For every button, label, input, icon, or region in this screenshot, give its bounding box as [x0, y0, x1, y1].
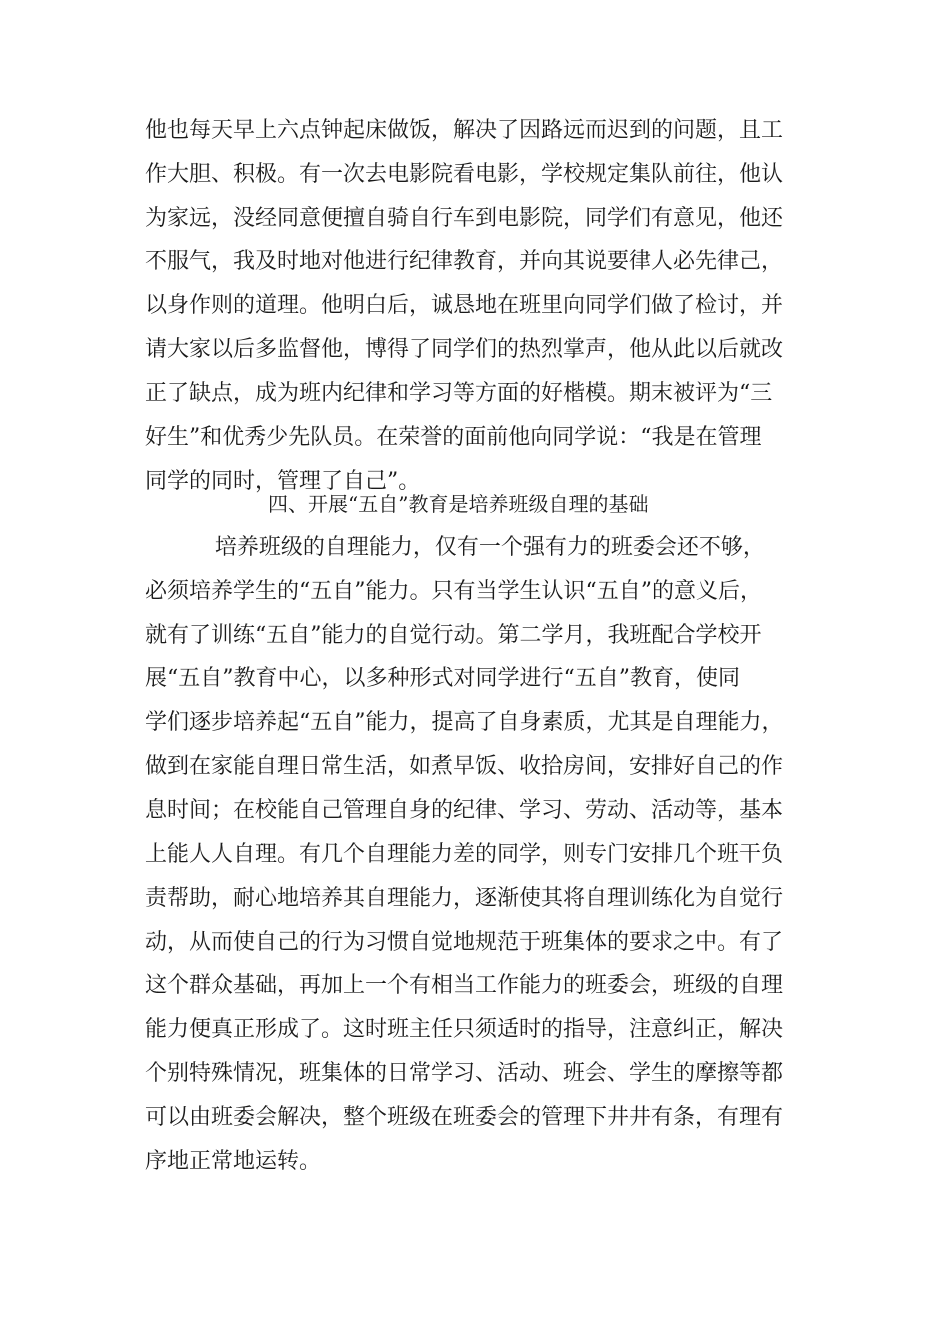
paragraph-2-line: 动，从而使自己的行为习惯自觉地规范于班集体的要求之中。有了 [145, 930, 784, 955]
paragraph-1-line: 作大胆、积极。有一次去电影院看电影，学校规定集队前往，他认 [145, 162, 784, 187]
paragraph-2-line: 可以由班委会解决，整个班级在班委会的管理下井井有条，有理有 [145, 1105, 784, 1130]
paragraph-1-line: 为家远，没经同意便擅自骑自行车到电影院，同学们有意见，他还 [145, 206, 784, 231]
paragraph-2-line: 这个群众基础，再加上一个有相当工作能力的班委会，班级的自理 [145, 973, 784, 998]
paragraph-2-line: 学们逐步培养起“五自”能力，提高了自身素质，尤其是自理能力， [145, 710, 784, 735]
paragraph-2-line: 上能人人自理。有几个自理能力差的同学，则专门安排几个班干负 [145, 842, 784, 867]
paragraph-2-line: 做到在家能自理日常生活，如煮早饭、收拾房间，安排好自己的作 [145, 754, 784, 779]
paragraph-2-line: 能力便真正形成了。这时班主任只须适时的指导，注意纠正，解决 [145, 1017, 784, 1042]
paragraph-1-line: 请大家以后多监督他，博得了同学们的热烈掌声，他从此以后就改 [145, 337, 784, 362]
paragraph-2-line: 就有了训练“五自”能力的自觉行动。第二学月，我班配合学校开 [145, 623, 762, 648]
paragraph-2-line: 序地正常地运转。 [145, 1149, 322, 1174]
paragraph-2-line: 必须培养学生的“五自”能力。只有当学生认识“五自”的意义后， [145, 579, 762, 604]
paragraph-2-line: 展“五自”教育中心，以多种形式对同学进行“五自”教育，使同 [145, 666, 740, 691]
paragraph-1-line: 他也每天早上六点钟起床做饭，解决了因路远而迟到的问题，且工 [145, 118, 784, 143]
paragraph-1-line: 正了缺点，成为班内纪律和学习等方面的好楷模。期末被评为“三 [145, 381, 773, 406]
section-heading: 四、开展“五自”教育是培养班级自理的基础 [268, 492, 649, 516]
paragraph-2-line: 培养班级的自理能力，仅有一个强有力的班委会还不够， [145, 535, 765, 560]
paragraph-1-line: 不服气，我及时地对他进行纪律教育，并向其说要律人必先律己， [145, 249, 784, 274]
paragraph-2-line: 责帮助，耐心地培养其自理能力，逐渐使其将自理训练化为自觉行 [145, 886, 784, 911]
paragraph-2-line: 息时间；在校能自己管理自身的纪律、学习、劳动、活动等，基本 [145, 798, 784, 823]
paragraph-1-line: 以身作则的道理。他明白后，诚恳地在班里向同学们做了检讨，并 [145, 293, 784, 318]
paragraph-1-line: 好生”和优秀少先队员。在荣誉的面前他向同学说：“我是在管理 [145, 425, 762, 450]
paragraph-2-line: 个别特殊情况，班集体的日常学习、活动、班会、学生的摩擦等都 [145, 1061, 784, 1086]
paragraph-1-line: 同学的同时，管理了自己”。 [145, 469, 421, 494]
